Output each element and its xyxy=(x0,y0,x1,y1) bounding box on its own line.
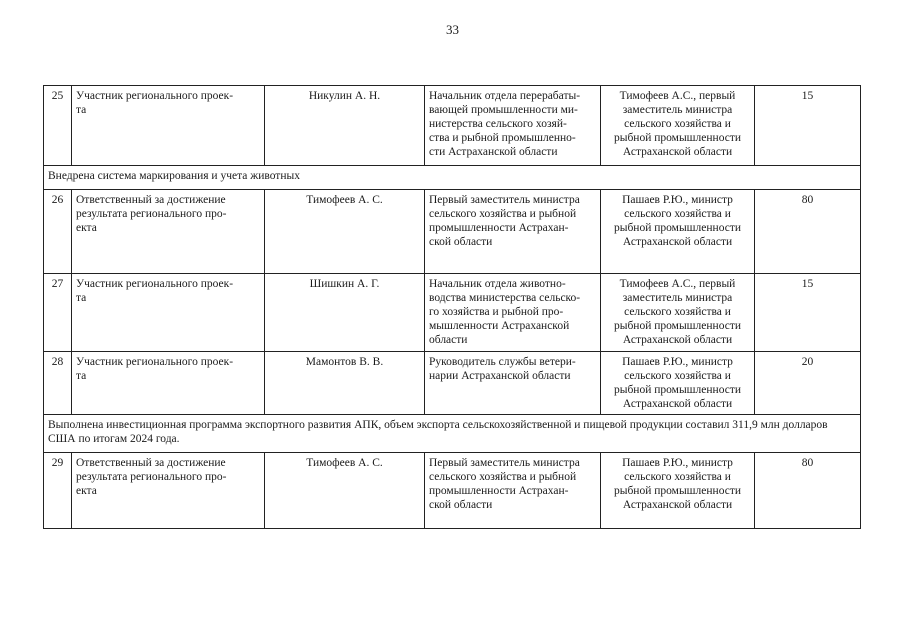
row-number: 26 xyxy=(44,190,72,274)
responsibility-table xyxy=(43,85,861,529)
project-role-line: Ответственный за достижение xyxy=(76,457,226,469)
supervisor-line: заместитель министра xyxy=(622,292,733,304)
person-position-line: сельского хозяйства и рыбной xyxy=(429,471,577,483)
project-role-line: результата регионального про- xyxy=(76,208,227,220)
project-role xyxy=(72,190,265,274)
supervisor-line: сельского хозяйства и xyxy=(624,118,731,130)
project-role xyxy=(72,453,265,529)
table-row xyxy=(44,190,861,274)
supervisor-line: рыбной промышленности xyxy=(613,485,742,497)
supervisor xyxy=(601,352,755,415)
employment-percent: 15 xyxy=(755,86,861,166)
table-row xyxy=(44,352,861,415)
supervisor-line: Тимофеев А.С., первый xyxy=(619,278,736,290)
supervisor-line: рыбной промышленности xyxy=(613,320,742,332)
project-role xyxy=(72,352,265,415)
project-role-line: Ответственный за достижение xyxy=(76,194,226,206)
supervisor xyxy=(601,274,755,352)
section-row xyxy=(44,415,861,453)
person-name: Тимофеев А. С. xyxy=(265,190,425,274)
supervisor-line: заместитель министра xyxy=(622,104,733,116)
supervisor-line: рыбной промышленности xyxy=(613,384,742,396)
section-title: Выполнена инвестиционная программа экспортного развития АПК, объем экспорта сельскохозяйственной и пищевой продукции составил 311,9 млн долларов США по итогам 2024 года. xyxy=(44,415,861,453)
person-position-line: Первый заместитель министра xyxy=(429,457,580,469)
supervisor-line: Астраханской области xyxy=(622,236,733,248)
row-number: 29 xyxy=(44,453,72,529)
page-number: 33 xyxy=(446,22,459,37)
person-position xyxy=(425,190,601,274)
person-position-line: области xyxy=(429,334,468,346)
row-number: 28 xyxy=(44,352,72,415)
table-row xyxy=(44,86,861,166)
person-position-line: нистерства сельского хозяй- xyxy=(429,118,567,130)
row-number: 25 xyxy=(44,86,72,166)
employment-percent: 15 xyxy=(755,274,861,352)
person-position-line: ской области xyxy=(429,499,493,511)
supervisor-line: сельского хозяйства и xyxy=(624,208,731,220)
project-role-line: та xyxy=(76,292,87,304)
employment-percent: 80 xyxy=(755,190,861,274)
person-position-line: сти Астраханской области xyxy=(429,146,558,158)
table-row xyxy=(44,453,861,529)
person-name: Мамонтов В. В. xyxy=(265,352,425,415)
person-position-line: промышленности Астрахан- xyxy=(429,222,569,234)
project-role-line: екта xyxy=(76,222,97,234)
person-position-line: Первый заместитель министра xyxy=(429,194,580,206)
project-role xyxy=(72,86,265,166)
supervisor-line: Астраханской области xyxy=(622,146,733,158)
project-role-line: результата регионального про- xyxy=(76,471,227,483)
section-row xyxy=(44,166,861,190)
project-role-line: Участник регионального проек- xyxy=(76,278,234,290)
supervisor-line: сельского хозяйства и xyxy=(624,471,731,483)
supervisor-line: Пашаев Р.Ю., министр xyxy=(622,457,733,469)
supervisor-line: Тимофеев А.С., первый xyxy=(619,90,736,102)
employment-percent: 80 xyxy=(755,453,861,529)
supervisor xyxy=(601,190,755,274)
person-position-line: го хозяйства и рыбной про- xyxy=(429,306,564,318)
supervisor-line: сельского хозяйства и xyxy=(624,306,731,318)
person-position-line: сельского хозяйства и рыбной xyxy=(429,208,577,220)
person-position xyxy=(425,453,601,529)
supervisor-line: Астраханской области xyxy=(622,499,733,511)
person-position xyxy=(425,86,601,166)
supervisor-line: Астраханской области xyxy=(622,398,733,410)
person-name: Тимофеев А. С. xyxy=(265,453,425,529)
supervisor-line: Пашаев Р.Ю., министр xyxy=(622,356,733,368)
project-role-line: Участник регионального проек- xyxy=(76,356,234,368)
row-number: 27 xyxy=(44,274,72,352)
supervisor-line: рыбной промышленности xyxy=(613,222,742,234)
table-row xyxy=(44,274,861,352)
person-position xyxy=(425,352,601,415)
project-role-line: та xyxy=(76,104,87,116)
person-position-line: Руководитель службы ветери- xyxy=(429,356,576,368)
person-position-line: нарии Астраханской области xyxy=(429,370,571,382)
supervisor xyxy=(601,86,755,166)
project-role-line: Участник регионального проек- xyxy=(76,90,234,102)
person-position-line: промышленности Астрахан- xyxy=(429,485,569,497)
project-role xyxy=(72,274,265,352)
supervisor-line: Пашаев Р.Ю., министр xyxy=(622,194,733,206)
person-position-line: вающей промышленности ми- xyxy=(429,104,578,116)
person-position-line: ства и рыбной промышленно- xyxy=(429,132,576,144)
project-role-line: екта xyxy=(76,485,97,497)
employment-percent: 20 xyxy=(755,352,861,415)
project-role-line: та xyxy=(76,370,87,382)
supervisor-line: сельского хозяйства и xyxy=(624,370,731,382)
person-name: Никулин А. Н. xyxy=(265,86,425,166)
supervisor-line: Астраханской области xyxy=(622,334,733,346)
supervisor-line: рыбной промышленности xyxy=(613,132,742,144)
person-position-line: водства министерства сельско- xyxy=(429,292,581,304)
person-position-line: мышленности Астраханской xyxy=(429,320,570,332)
supervisor xyxy=(601,453,755,529)
person-position-line: Начальник отдела животно- xyxy=(429,278,566,290)
person-position-line: Начальник отдела перерабаты- xyxy=(429,90,581,102)
person-position-line: ской области xyxy=(429,236,493,248)
section-title: Внедрена система маркирования и учета животных xyxy=(44,166,861,190)
person-position xyxy=(425,274,601,352)
person-name: Шишкин А. Г. xyxy=(265,274,425,352)
